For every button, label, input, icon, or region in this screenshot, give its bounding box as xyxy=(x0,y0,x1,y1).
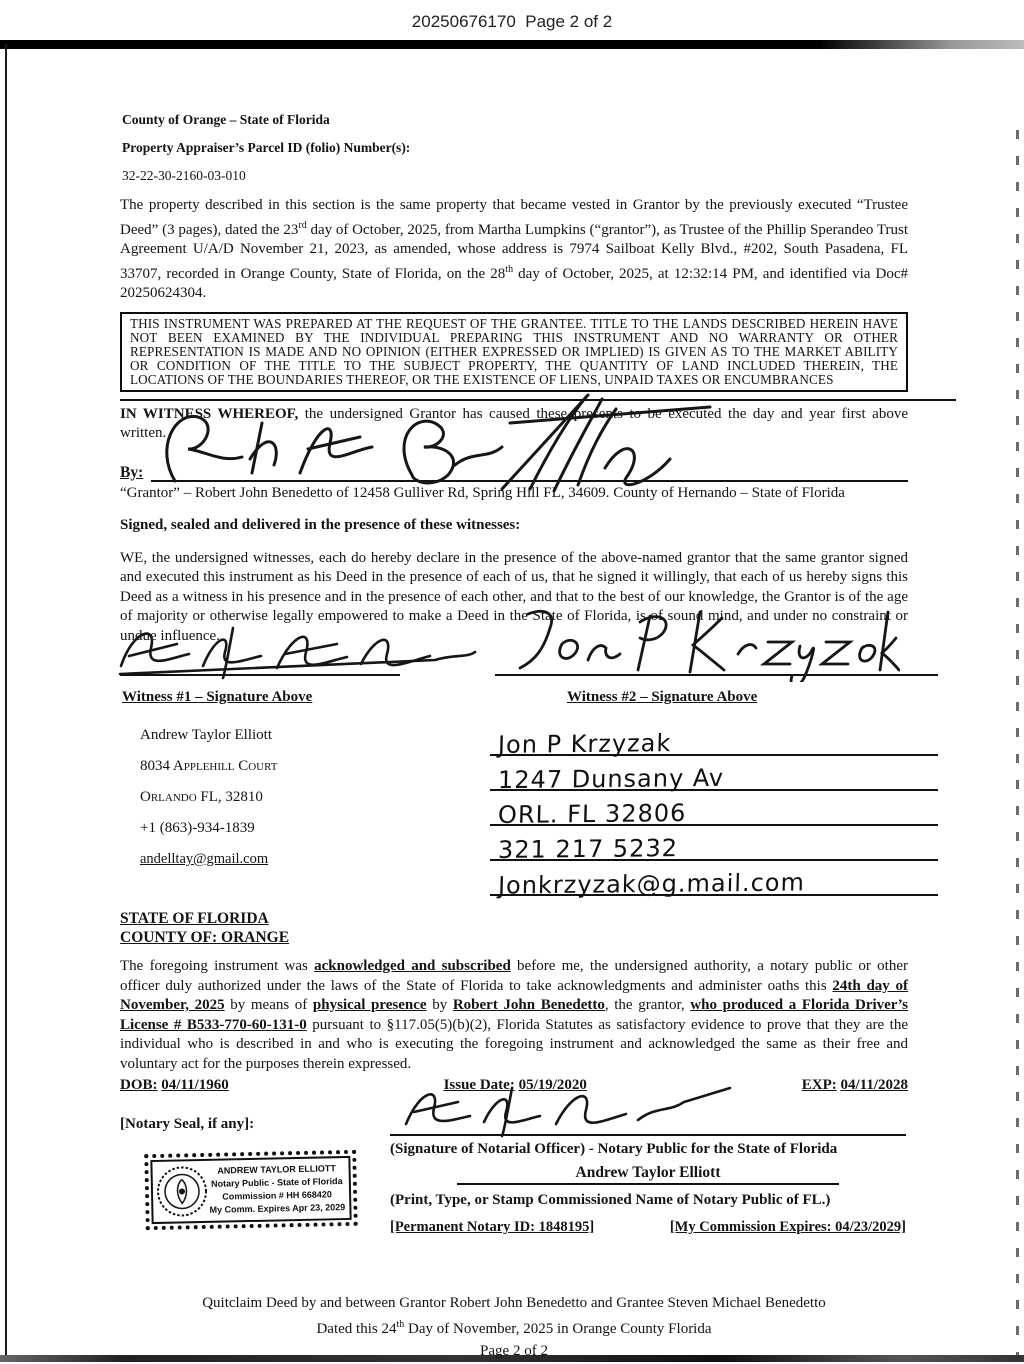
property-text-3: day of October, 2025, at 12:32:14 PM, and identified via Doc# 20250624304. xyxy=(120,265,908,301)
we-witnesses-paragraph: WE, the undersigned witnesses, each do hereby declare in the presence of the above-named grantor that the same grantor signed and executed this instrument as his Deed in the presence of each of us, that he signed it willingly, that each of us hereby signs this Deed as a witness in his presence and in the presence of each other, and that to the best of our knowledge, the Grantor is of the age of majority or otherwise legally empowered to make a Deed in the State of Florida, is of sound mind, and under no constraint or undue influence. xyxy=(120,549,908,644)
witness-labels-row xyxy=(120,689,908,711)
ack-acknowledged-subscribed: acknowledged and subscribed xyxy=(314,958,511,974)
state-of-florida-heading: STATE OF FLORIDA xyxy=(120,910,269,927)
grantor-identity-line: “Grantor” – Robert John Benedetto of 12458 Gulliver Rd, Spring Hill FL, 34609. County of Hernando – State of Florida xyxy=(120,484,845,501)
stamp-notary-title: Notary Public - State of Florida xyxy=(210,1176,343,1189)
notary-seal-emblem-icon xyxy=(155,1165,208,1218)
section-divider-line xyxy=(120,399,956,401)
witness2-phone-line xyxy=(490,826,938,864)
witness-signature-lines xyxy=(120,672,938,676)
dob-label: DOB: xyxy=(120,1077,158,1093)
stamp-scalloped-border xyxy=(144,1150,358,1231)
by-label: By: xyxy=(120,463,144,481)
witness-details-columns xyxy=(120,721,908,903)
ack-text-3: by means of xyxy=(224,997,313,1013)
notary-printed-name: Andrew Taylor Elliott xyxy=(457,1164,839,1185)
issue-date-field xyxy=(444,1077,587,1094)
parcel-id-label: Property Appraiser’s Parcel ID (folio) Number(s): xyxy=(122,140,411,155)
witness2-address2: ORL. FL 32806 xyxy=(497,799,687,829)
witness2-name-line xyxy=(490,721,938,759)
commission-expires: [My Commission Expires: 04/23/2029] xyxy=(669,1219,906,1235)
county-state-line: County of Orange – State of Florida xyxy=(122,112,330,127)
witness2-email: Jonkrzyzak@g.mail.com xyxy=(497,868,806,900)
stamp-commission-expiry: My Comm. Expires Apr 23, 2029 xyxy=(209,1202,346,1216)
grantor-signature-line xyxy=(151,458,908,482)
witness2-address2-line xyxy=(490,791,938,829)
exp-field xyxy=(802,1077,908,1094)
notary-signature-line xyxy=(390,1104,906,1136)
footer-ordinal: th xyxy=(396,1319,405,1330)
ack-drivers-license: who produced a Florida Driver’s License # B533-770-60-131-0 xyxy=(120,997,909,1033)
document-footer xyxy=(120,1292,908,1362)
stamp-inner-frame xyxy=(150,1156,351,1224)
witness-declaration-section xyxy=(120,549,908,904)
witness1-signature-line xyxy=(120,672,400,676)
witness2-address1: 1247 Dunsany Av xyxy=(497,763,725,795)
in-witness-rest: the undersigned Grantor has caused these presents to be executed the day and year first above written. xyxy=(120,405,908,441)
notary-section xyxy=(120,1104,908,1272)
notary-stamp xyxy=(144,1150,358,1231)
ack-text-2: before me, the undersigned authority, a notary public or other officer duly authorized under the laws of the State of Florida to take acknowledgments and administer oaths this xyxy=(120,958,908,994)
in-witness-clause xyxy=(120,405,908,444)
witness1-email: andelltay@gmail.com xyxy=(140,851,269,867)
ordinal-28th: th xyxy=(505,263,514,275)
exp-label: EXP: xyxy=(801,1077,837,1093)
exp-value: 04/11/2028 xyxy=(840,1077,908,1093)
permanent-notary-id: [Permanent Notary ID: 1848195] xyxy=(390,1219,595,1235)
stamp-notary-name: ANDREW TAYLOR ELLIOTT xyxy=(217,1163,336,1176)
notarial-officer-caption: (Signature of Notarial Officer) - Notary Public for the State of Florida xyxy=(390,1141,838,1157)
id-dates-row xyxy=(120,1077,908,1094)
notary-seal-label: [Notary Seal, if any]: xyxy=(120,1116,255,1132)
property-text-2: day of October, 2025, from Martha Lumpkins (“grantor”), as Trustee of the Phillip Sperandeo Trust Agreement U/A/D November 21, 2023, as amended, whose address is 7974 Sailboat Kelly Blvd., #202, South Pasadena, FL 33707, recorded in Orange County, State of Florida, on the 28 xyxy=(120,221,908,282)
witness1-phone: +1 (863)-934-1839 xyxy=(140,820,255,836)
print-stamp-caption: (Print, Type, or Stamp Commissioned Name of Notary Public of FL.) xyxy=(390,1192,831,1208)
by-signature-row xyxy=(120,458,908,482)
ack-grantor-name: Robert John Benedetto xyxy=(452,997,605,1013)
witness2-details xyxy=(490,721,938,900)
issue-date-value: 05/19/2020 xyxy=(518,1077,587,1093)
footer-parties-line: Quitclaim Deed by and between Grantor Robert John Benedetto and Grantee Steven Michael Benedetto xyxy=(202,1295,826,1311)
in-witness-lead: IN WITNESS WHEREOF, xyxy=(120,405,299,422)
preparer-disclaimer-box: THIS INSTRUMENT WAS PREPARED AT THE REQUEST OF THE GRANTEE. TITLE TO THE LANDS DESCRIBED HEREIN HAVE NOT BEEN EXAMINED BY THE INDIVIDUAL PREPARING THIS INSTRUMENT AND NO WARRANTY OR OTHER REPRESENTATION IS MADE AND NO OPINION (EITHER EXPRESSED OR IMPLIED) IS GIVEN AS TO THE MARKET ABILITY OR CONDITION OF THE TITLE TO THE SUBJECT PROPERTY, THE QUANTITY OF LAND INCLUDED THEREIN, THE LOCATIONS OF THE BOUNDARIES THEREOF, OR THE EXISTENCE OF LIENS, UNPAID TAXES OR ENCUMBRANCES xyxy=(120,312,908,392)
footer-date-text-1: Dated this 24 xyxy=(316,1321,397,1337)
property-text-1: The property described in this section is the same property that became vested in Grantor by the previously executed “Trustee Deed” (3 pages), dated the 23 xyxy=(120,197,908,238)
ack-text-5: , the grantor, xyxy=(604,997,691,1013)
property-description-paragraph xyxy=(120,196,908,304)
parcel-id-number: 32-22-30-2160-03-010 xyxy=(122,168,246,183)
footer-page-number: Page 2 of 2 xyxy=(480,1343,548,1359)
stamp-commission-number: Commission # HH 668420 xyxy=(222,1189,332,1202)
witness1-address1: 8034 Applehill Court xyxy=(140,758,278,774)
witness2-address1-line xyxy=(490,756,938,795)
ack-date: 24th day of November, 2025 xyxy=(120,977,908,1013)
ack-physical-presence: physical presence xyxy=(312,997,427,1013)
county-of-orange-heading: COUNTY OF: ORANGE xyxy=(120,929,290,946)
dob-value: 04/11/1960 xyxy=(161,1077,229,1093)
witness2-signature-line xyxy=(495,672,938,676)
witness1-address2: Orlando FL, 32810 xyxy=(140,789,263,805)
scan-page-header: 20250676170 Page 2 of 2 xyxy=(411,12,613,31)
witness1-details xyxy=(140,727,278,882)
witness2-name: Jon P Krzyzak xyxy=(497,729,672,759)
dob-field xyxy=(120,1077,229,1094)
ack-text-6: pursuant to §117.05(5)(b)(2), Florida Statutes as satisfactory evidence to prove that they are the individual who is described in and who is executing the foregoing instrument and acknowledged the same as their free and voluntary act for the purposes therein expressed. xyxy=(120,1016,909,1072)
witness2-label: Witness #2 – Signature Above xyxy=(567,689,758,705)
witness2-phone: 321 217 5232 xyxy=(497,834,679,864)
signed-sealed-heading: Signed, sealed and delivered in the presence of these witnesses: xyxy=(120,516,521,533)
witness1-name: Andrew Taylor Elliott xyxy=(140,727,272,743)
notary-signature-block xyxy=(390,1104,906,1236)
witness2-email-line xyxy=(490,861,938,900)
notary-id-row xyxy=(390,1219,906,1236)
witness1-label: Witness #1 – Signature Above xyxy=(122,689,313,705)
acknowledgment-paragraph xyxy=(120,957,908,1074)
stamp-text-block xyxy=(207,1162,346,1217)
ack-text-4: by xyxy=(426,997,453,1013)
execution-section xyxy=(120,405,908,502)
footer-date-line xyxy=(120,1314,908,1340)
footer-date-text-2: Day of November, 2025 in Orange County Florida xyxy=(404,1321,712,1337)
ack-text-1: The foregoing instrument was xyxy=(120,958,315,974)
issue-date-label: Issue Date: xyxy=(443,1077,515,1093)
ordinal-23rd: rd xyxy=(298,219,307,231)
